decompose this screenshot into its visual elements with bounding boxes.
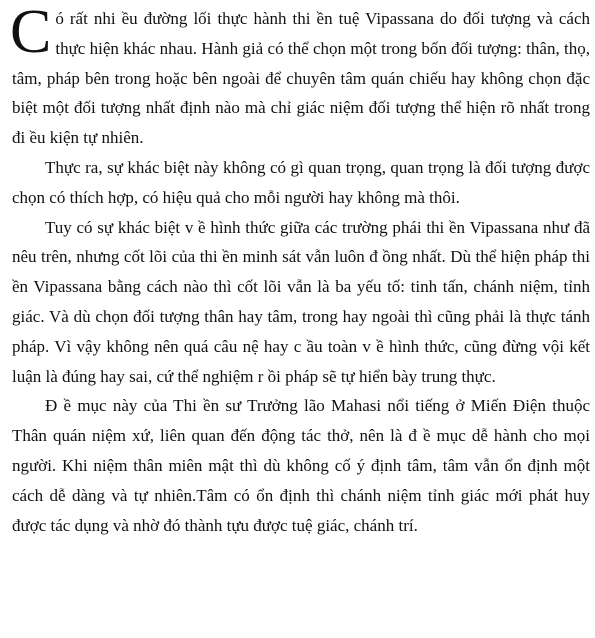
- paragraph-mahasi-method: Đ ề mục này của Thi ền sư Trưởng lão Mahasi nổi tiếng ở Miến Điện thuộc Thân quán niệm xứ, liên quan đến động tác thở, nên là đ ề mục dễ hành cho mọi người. Khi niệm thân miên mật thì dù không cố ý định tâm, tâm vẫn ổn định một cách dễ dàng và tự nhiên.Tâm có ổn định thì chánh niệm tỉnh giác mới phát huy được tác dụng và nhờ đó thành tựu được tuệ giác, chánh trí.: [12, 396, 590, 535]
- document-page: [10, 0, 590, 540]
- paragraph-core-elements: Tuy có sự khác biệt v ề hình thức giữa các trường phái thi ền Vipassana như đã nêu trên, nhưng cốt lõi của thi ền minh sát vẫn luôn đ ồng nhất. Dù thể hiện pháp thi ền Vipassana bằng cách nào thì cốt lõi vẫn là ba yếu tố: tinh tấn, chánh niệm, tỉnh giác. Và dù chọn đối tượng thân hay tâm, trong hay ngoài thì cũng phải là thực tánh pháp. Vì vậy không nên quá câu nệ hay c ầu toàn v ề hình thức, cũng đừng vội kết luận là đúng hay sai, cứ thể nghiệm r ồi pháp sẽ tự hiển bày trung thực.: [12, 217, 590, 386]
- paragraph-importance: Thực ra, sự khác biệt này không có gì quan trọng, quan trọng là đối tượng được chọn có thích hợp, có hiệu quả cho mỗi người hay không mà thôi.: [12, 157, 590, 207]
- drop-cap-letter: C: [10, 0, 52, 66]
- paragraph-intro-text: ó rất nhi ều đường lối thực hành thi ền tuệ Vipassana do đối tượng và cách thực hiện khác nhau. Hành giả có thể chọn một trong bốn đối tượng: thân, thọ, tâm, pháp bên trong hoặc bên ngoài để chuyên tâm quán chiếu hay không chọn đặc biệt một đối tượng nhất định nào mà chỉ giác niệm đối tượng thể hiện rõ nhất trong đi ều kiện tự nhiên.: [12, 9, 590, 148]
- paragraph-intro: [10, 0, 590, 153]
